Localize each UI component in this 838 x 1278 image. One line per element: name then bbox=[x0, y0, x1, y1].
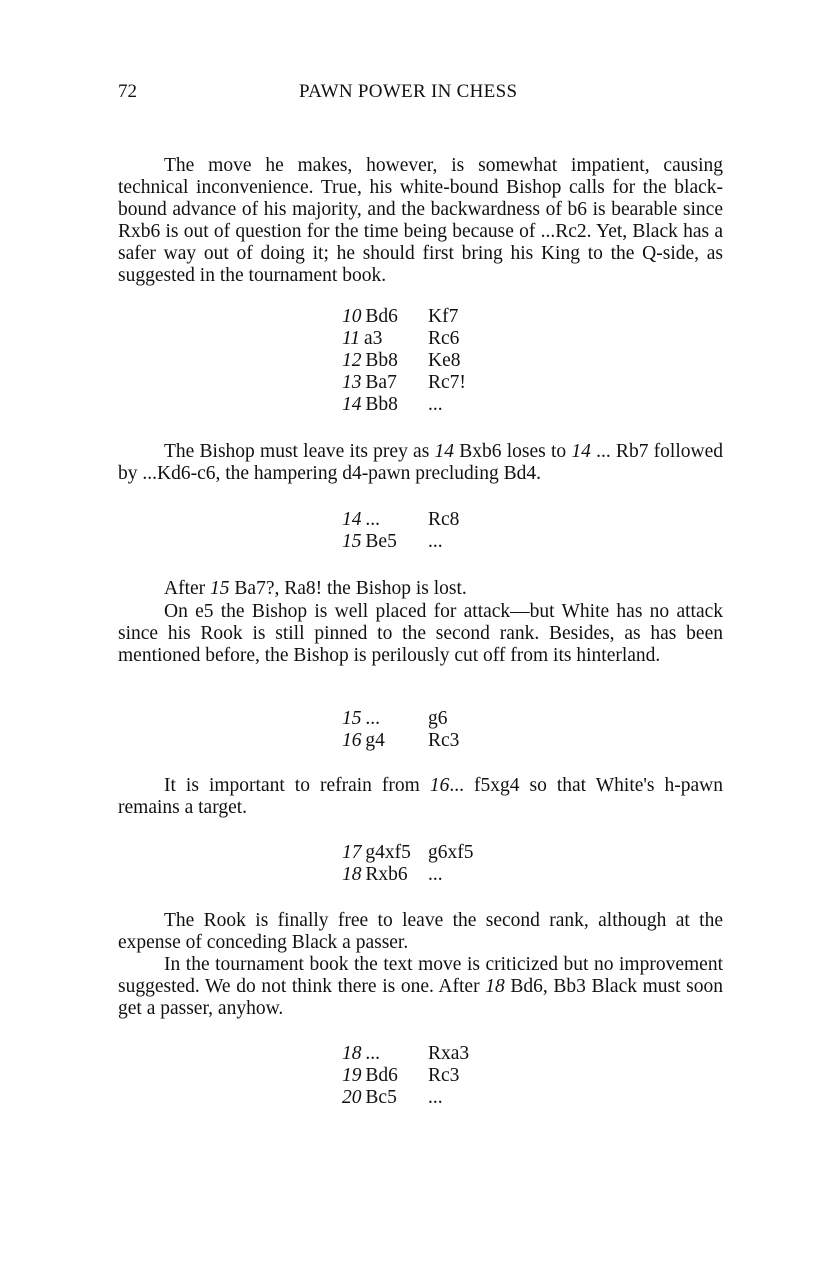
black-move: Kf7 bbox=[428, 306, 459, 327]
move-row bbox=[342, 730, 459, 752]
move-row bbox=[342, 1043, 469, 1065]
white-move: Be5 bbox=[365, 531, 397, 552]
move-row bbox=[342, 708, 459, 730]
move-row bbox=[342, 864, 474, 886]
white-move: ... bbox=[365, 708, 381, 729]
move-row bbox=[342, 394, 466, 416]
paragraph-6: The Rook is finally free to leave the second rank, although at the expense of conceding Black a passer. bbox=[118, 910, 723, 953]
white-move: Ba7 bbox=[365, 372, 397, 393]
white-move: Bb8 bbox=[365, 350, 398, 371]
white-move: a3 bbox=[363, 328, 383, 349]
black-move: Rc7! bbox=[428, 372, 466, 393]
white-move: Bb8 bbox=[365, 394, 398, 415]
black-move: Rc6 bbox=[428, 328, 460, 349]
white-move: ... bbox=[365, 1043, 381, 1064]
move-row bbox=[342, 531, 459, 553]
move-ref: 14 bbox=[571, 441, 591, 462]
move-ref: 18 bbox=[485, 976, 505, 997]
move-row bbox=[342, 1065, 469, 1087]
black-move: g6 bbox=[428, 708, 448, 729]
move-number: 11 bbox=[342, 328, 361, 349]
black-move: Ke8 bbox=[428, 350, 461, 371]
white-move: g4 bbox=[365, 730, 385, 751]
black-move: ... bbox=[428, 1087, 443, 1108]
black-move: ... bbox=[428, 864, 443, 885]
page-number: 72 bbox=[118, 81, 137, 102]
move-list-5 bbox=[342, 1043, 469, 1109]
white-move: Bd6 bbox=[365, 306, 398, 327]
move-ref: 14 bbox=[434, 441, 455, 462]
move-row bbox=[342, 328, 466, 350]
move-list-2 bbox=[342, 509, 459, 553]
black-move: g6xf5 bbox=[428, 842, 474, 863]
paragraph-4: On e5 the Bishop is well placed for attack—but White has no attack since his Rook is still pinned to the second rank. Besides, as has been mentioned before, the Bishop is perilously cut off from its hinterland. bbox=[118, 601, 723, 666]
move-number: 17 bbox=[342, 842, 362, 863]
move-row bbox=[342, 372, 466, 394]
white-move: ... bbox=[365, 509, 381, 530]
move-number: 20 bbox=[342, 1087, 362, 1108]
move-list-3 bbox=[342, 708, 459, 752]
move-number: 18 bbox=[342, 864, 362, 885]
move-row bbox=[342, 350, 466, 372]
move-number: 14 bbox=[342, 394, 362, 415]
black-move: ... bbox=[428, 531, 443, 552]
black-move: Rc3 bbox=[428, 1065, 460, 1086]
move-number: 18 bbox=[342, 1043, 362, 1064]
paragraph-1: The move he makes, however, is somewhat impatient, causing technical inconvenience. True, his white-bound Bishop calls for the black-bound advance of his majority, and the backwardness of b6 is bearable since Rxb6 is out of question for the time being because of ...Rc2. Yet, Black has a safer way out of doing it; he should first bring his King to the Q-side, as suggested in the tournament book. bbox=[118, 155, 723, 286]
black-move: Rc8 bbox=[428, 509, 460, 530]
paragraph-2: The Bishop must leave its prey as 14 Bxb6 loses to 14 ... Rb7 followed by ...Kd6-c6, the hampering d4-pawn precluding Bd4. bbox=[118, 441, 723, 484]
move-row bbox=[342, 1087, 469, 1109]
move-number: 13 bbox=[342, 372, 362, 393]
running-title: PAWN POWER IN CHESS bbox=[299, 81, 518, 102]
paragraph-7: In the tournament book the text move is criticized but no improvement suggested. We do not think there is one. After 18 Bd6, Bb3 Black must soon get a passer, anyhow. bbox=[118, 954, 723, 1019]
move-number: 15 bbox=[342, 708, 362, 729]
move-number: 14 bbox=[342, 509, 362, 530]
move-number: 12 bbox=[342, 350, 362, 371]
move-number: 15 bbox=[342, 531, 362, 552]
black-move: Rc3 bbox=[428, 730, 460, 751]
white-move: g4xf5 bbox=[365, 842, 411, 863]
white-move: Rxb6 bbox=[365, 864, 408, 885]
move-ref: 15 bbox=[210, 578, 230, 599]
move-number: 16 bbox=[342, 730, 362, 751]
paragraph-3: After 15 Ba7?, Ra8! the Bishop is lost. bbox=[164, 578, 467, 599]
move-number: 10 bbox=[342, 306, 362, 327]
move-list-4 bbox=[342, 842, 474, 886]
paragraph-5: It is important to refrain from 16... f5xg4 so that White's h-pawn remains a target. bbox=[118, 775, 723, 818]
move-list-1 bbox=[342, 306, 466, 416]
running-header bbox=[118, 81, 718, 105]
move-row bbox=[342, 509, 459, 531]
move-row bbox=[342, 306, 466, 328]
move-row bbox=[342, 842, 474, 864]
black-move: ... bbox=[428, 394, 443, 415]
move-number: 19 bbox=[342, 1065, 362, 1086]
black-move: Rxa3 bbox=[428, 1043, 470, 1064]
move-ref: 16 bbox=[429, 775, 450, 796]
white-move: Bd6 bbox=[365, 1065, 398, 1086]
white-move: Bc5 bbox=[365, 1087, 397, 1108]
